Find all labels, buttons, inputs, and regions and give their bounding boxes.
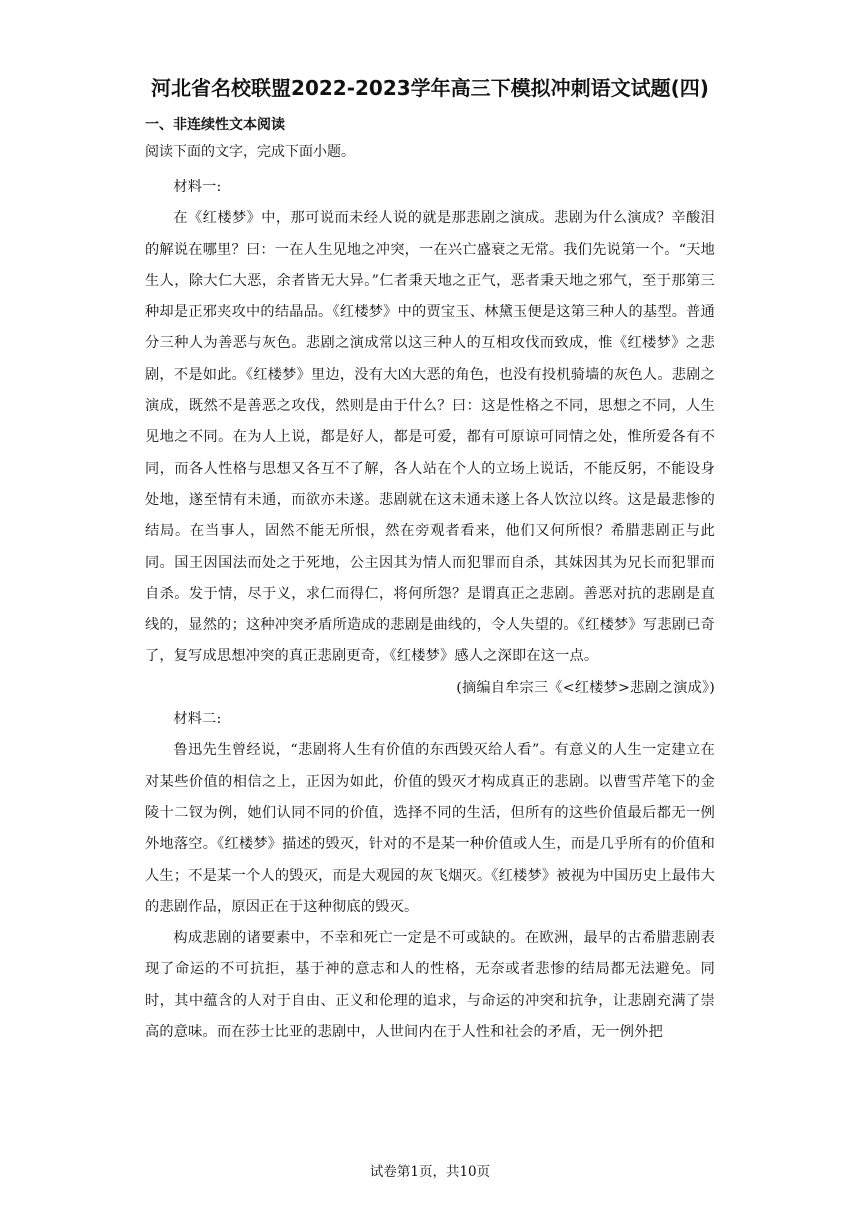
material-two-paragraph-1: 鲁迅先生曾经说，“悲剧将人生有价值的东西毁灭给人看”。有意义的人生一定建立在对某些价值的相信之上，正因为如此，价值的毁灭才构成真正的悲剧。以曹雪芹笔下的金陵十二钗为例，她们认同不同的价值，选择不同的生活，但所有的这些价值最后都无一例外地落空。《红楼梦》描述的毁灭，针对的不是某一种价值或人生，而是几乎所有的价值和人生；不是某一个人的毁灭，而是大观园的灰飞烟灭。《红楼梦》被视为中国历史上最伟大的悲剧作品，原因正在于这种彻底的毁灭。	[145, 742, 715, 915]
reading-instruction: 阅读下面的文字，完成下面小题。	[145, 144, 355, 160]
material-one-paragraph: 在《红楼梦》中，那可说而未经人说的就是那悲剧之演成。悲剧为什么演成？辛酸泪的解说在哪里？曰：一在人生见地之冲突，一在兴亡盛衰之无常。我们先说第一个。“天地生人，除大仁大恶，余者皆无大异。”仁者秉天地之正气，恶者秉天地之邪气，至于那第三种却是正邪夹攻中的结晶品。《红楼梦》中的贾宝玉、林黛玉便是这第三种人的基型。普通分三种人为善恶与灰色。悲剧之演成常以这三种人的互相攻伐而致成，惟《红楼梦》之悲剧，不是如此。《红楼梦》里边，没有大凶大恶的角色，也没有投机骑墙的灰色人。悲剧之演成，既然不是善恶之攻伐，然则是由于什么？曰：这是性格之不同，思想之不同，人生见地之不同。在为人上说，都是好人，都是可爱，都有可原谅可同情之处，惟所爱各有不同，而各人性格与思想又各互不了解，各人站在个人的立场上说话，不能反躬，不能设身处地，遂至情有未通，而欲亦未遂。悲剧就在这未通未遂上各人饮泣以终。这是最悲惨的结局。在当事人，固然不能无所恨，然在旁观者看来，他们又何所恨？希腊悲剧正与此同。国王因国法而处之于死地，公主因其为情人而犯罪而自杀，其妹因其为兄长而犯罪而自杀。发于情，尽于义，求仁而得仁，将何所怨？是谓真正之悲剧。善恶对抗的悲剧是直线的，显然的；这种冲突矛盾所造成的悲剧是曲线的，令人失望的。《红楼梦》写悲剧已奇了，复写成思想冲突的真正悲剧更奇，《红楼梦》感人之深即在这一点。	[145, 210, 715, 665]
reading-passage	[145, 172, 715, 1048]
material-one-label: 材料一:	[173, 179, 222, 195]
material-two-paragraph-2: 构成悲剧的诸要素中，不幸和死亡一定是不可或缺的。在欧洲，最早的古希腊悲剧表现了命运的不可抗拒，基于神的意志和人的性格，无奈或者悲惨的结局都无法避免。同时，其中蕴含的人对于自由、正义和伦理的追求，与命运的冲突和抗争，让悲剧充满了崇高的意味。而在莎士比亚的悲剧中，人世间内在于人性和社会的矛盾，无一例外把	[145, 930, 715, 1041]
page-title: 河北省名校联盟2022-2023学年高三下模拟冲刺语文试题(四)	[151, 76, 709, 100]
material-two-label: 材料二:	[173, 711, 222, 728]
page-footer: 试卷第1页，共10页	[369, 1164, 491, 1180]
material-one-source: (摘编自牟宗三《<红楼梦>悲剧之演成》)	[456, 679, 715, 696]
section-heading: 一、非连续性文本阅读	[145, 117, 285, 133]
